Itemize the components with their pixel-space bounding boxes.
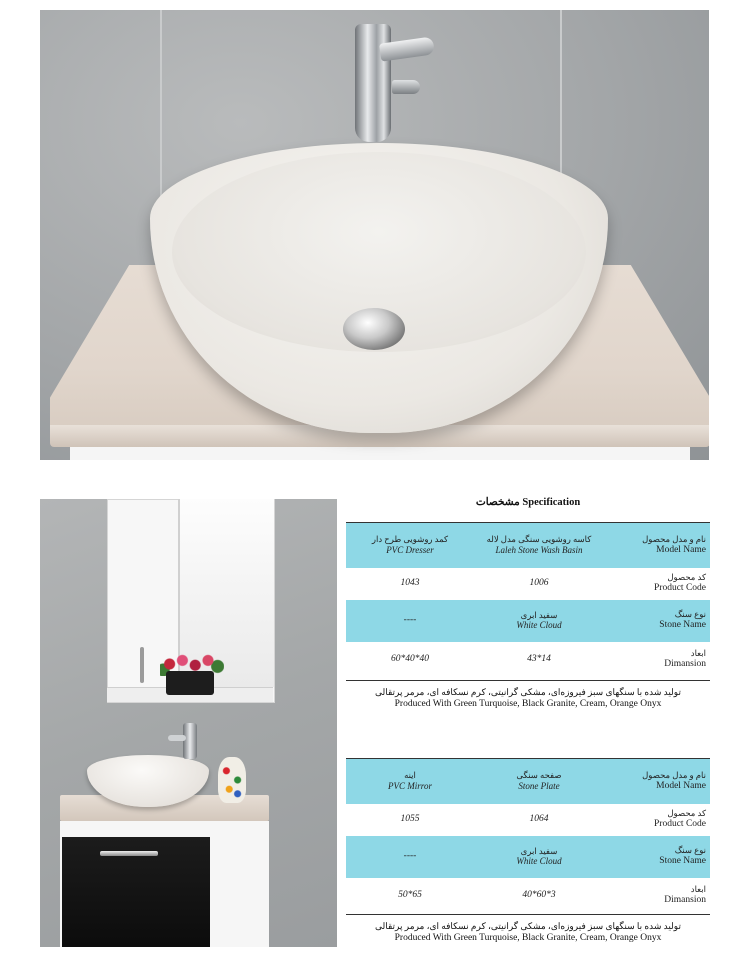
model-name-label: نام و مدل محصول Model Name — [604, 759, 710, 804]
product-code-label: کد محصول Product Code — [654, 808, 706, 829]
col1-header: صفحه سنگی Stone Plate — [474, 759, 604, 804]
cell: 1064 — [529, 813, 549, 824]
cell: 50*65 — [398, 889, 422, 900]
hero-basin-photo — [40, 10, 709, 460]
dresser-handle — [100, 851, 158, 856]
spec-table-1 — [346, 522, 710, 678]
specification-title: مشخصات Specification — [475, 497, 581, 508]
table-row — [346, 642, 710, 678]
faucet-icon — [183, 723, 197, 759]
product-code-label: کد محصول Product Code — [654, 572, 706, 593]
stone-name-label: نوع سنگ Stone Name — [604, 836, 710, 878]
produced-note-1: تولید شده با سنگهای سبز فیروزه‌ای، مشکی گرانیتی، کرم نسکافه ای، مرمر پرتقالی Produced With Green Turquoise, Black Granite, Cream, Orange Onyx — [346, 680, 710, 711]
cell: 1006 — [529, 577, 549, 588]
cell: سفید ابری White Cloud — [474, 600, 604, 642]
cabinet-top — [70, 447, 690, 460]
col1-header: کاسه روشویی سنگی مدل لاله Laleh Stone Wash Basin — [474, 523, 604, 568]
flower-pot — [166, 671, 214, 695]
table-row — [346, 878, 710, 914]
dimension-label: ابعاد Dimansion — [664, 884, 706, 905]
cell: ---- — [346, 836, 474, 878]
col2-header: اینه PVC Mirror — [346, 759, 474, 804]
faucet-spout — [392, 80, 420, 94]
faucet-icon — [355, 24, 391, 142]
cell: سفید ابری White Cloud — [474, 836, 604, 878]
mirror-handle — [140, 647, 144, 683]
table-row — [346, 836, 710, 878]
cell: 40*60*3 — [522, 889, 556, 900]
cell: 1055 — [400, 813, 420, 824]
spec-table-2 — [346, 758, 710, 914]
produced-note-2: تولید شده با سنگهای سبز فیروزه‌ای، مشکی گرانیتی، کرم نسکافه ای، مرمر پرتقالی Produced With Green Turquoise, Black Granite, Cream, Orange Onyx — [346, 914, 710, 945]
table-row — [346, 804, 710, 836]
col2-header: کمد روشویی طرح دار PVC Dresser — [346, 523, 474, 568]
cell: 43*14 — [527, 653, 551, 664]
drain-icon — [343, 308, 405, 350]
table-row — [346, 759, 710, 804]
vanity-set-photo — [40, 499, 337, 947]
faucet-spout — [168, 735, 186, 741]
model-name-label: نام و مدل محصول Model Name — [604, 523, 710, 568]
cell: ---- — [346, 600, 474, 642]
cell: 60*40*40 — [391, 653, 429, 664]
stone-name-label: نوع سنگ Stone Name — [604, 600, 710, 642]
table-row — [346, 600, 710, 642]
table-row — [346, 568, 710, 600]
dimension-label: ابعاد Dimansion — [664, 648, 706, 669]
table-row — [346, 523, 710, 568]
soap-dispenser-icon — [218, 757, 246, 803]
cell: 1043 — [400, 577, 420, 588]
